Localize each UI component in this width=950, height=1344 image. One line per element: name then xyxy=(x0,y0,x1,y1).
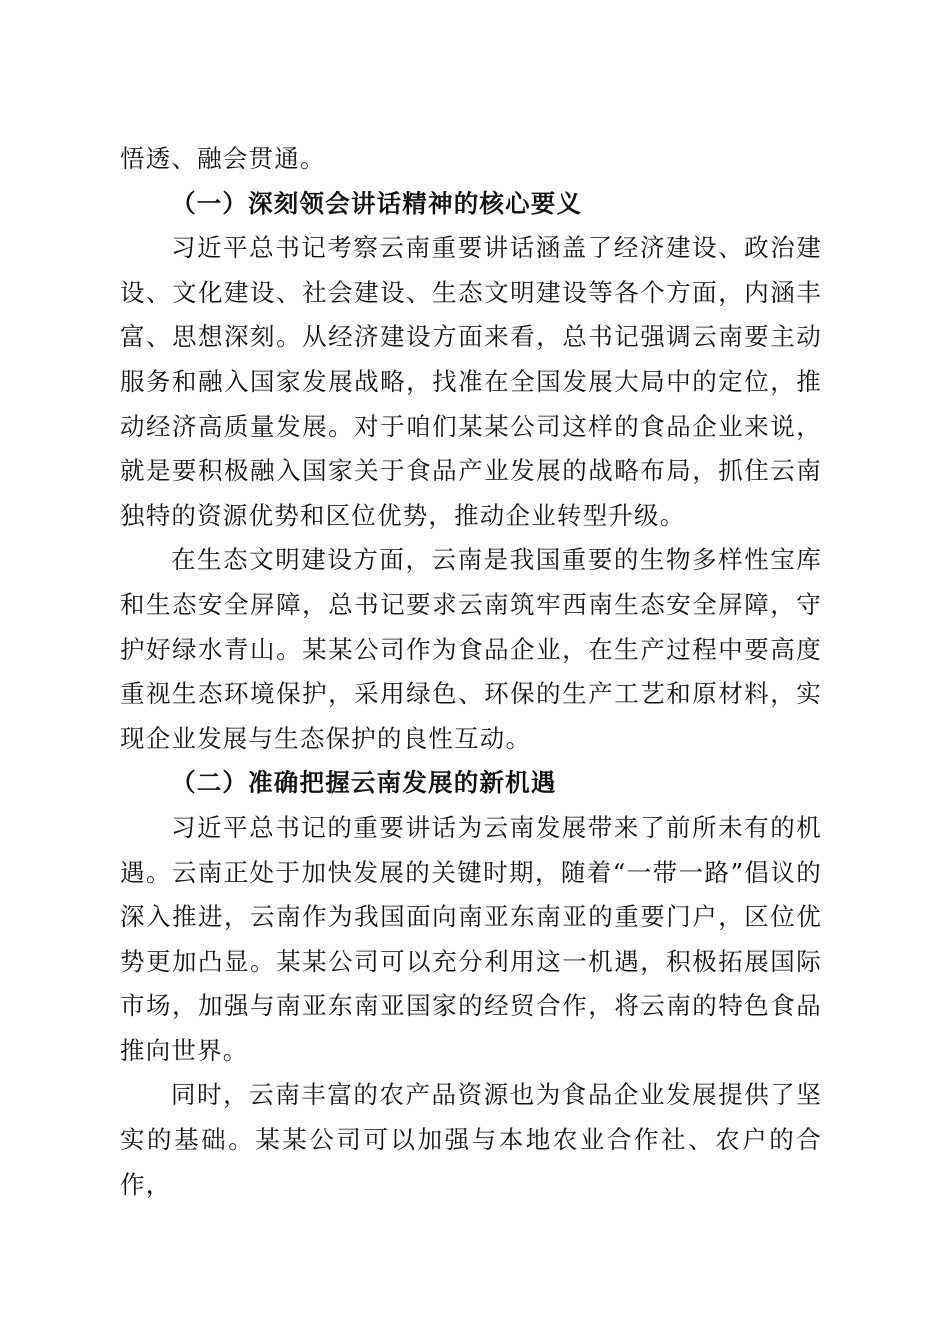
section-heading-2: （二）准确把握云南发展的新机遇 xyxy=(171,768,557,798)
continuation-paragraph: 悟透、融会贯通。 xyxy=(120,144,326,173)
section-heading-1: （一）深刻领会讲话精神的核心要义 xyxy=(171,188,583,218)
paragraph: 同时，云南丰富的农产品资源也为食品企业发展提供了坚实的基础。某某公司可以加强与本地农业合作社、农户的合作， xyxy=(120,1080,822,1199)
body-text xyxy=(120,137,822,1207)
paragraph: 习近平总书记考察云南重要讲话涵盖了经济建设、政治建设、文化建设、社会建设、生态文明建设等各个方面，内涵丰富、思想深刻。从经济建设方面来看，总书记强调云南要主动服务和融入国家发展战略，找准在全国发展大局中的定位，推动经济高质量发展。对于咱们某某公司这样的食品企业来说，就是要积极融入国家关于食品产业发展的战略布局，抓住云南独特的资源优势和区位优势，推动企业转型升级。 xyxy=(120,233,822,530)
paragraph: 习近平总书记的重要讲话为云南发展带来了前所未有的机遇。云南正处于加快发展的关键时期，随着“一带一路”倡议的深入推进，云南作为我国面向南亚东南亚的重要门户，区位优势更加凸显。某某公司可以充分利用这一机遇，积极拓展国际市场，加强与南亚东南亚国家的经贸合作，将云南的特色食品推向世界。 xyxy=(120,812,822,1065)
paragraph: 在生态文明建设方面，云南是我国重要的生物多样性宝库和生态安全屏障，总书记要求云南筑牢西南生态安全屏障，守护好绿水青山。某某公司作为食品企业，在生产过程中要高度重视生态环境保护，采用绿色、环保的生产工艺和原材料，实现企业发展与生态保护的良性互动。 xyxy=(120,545,822,753)
